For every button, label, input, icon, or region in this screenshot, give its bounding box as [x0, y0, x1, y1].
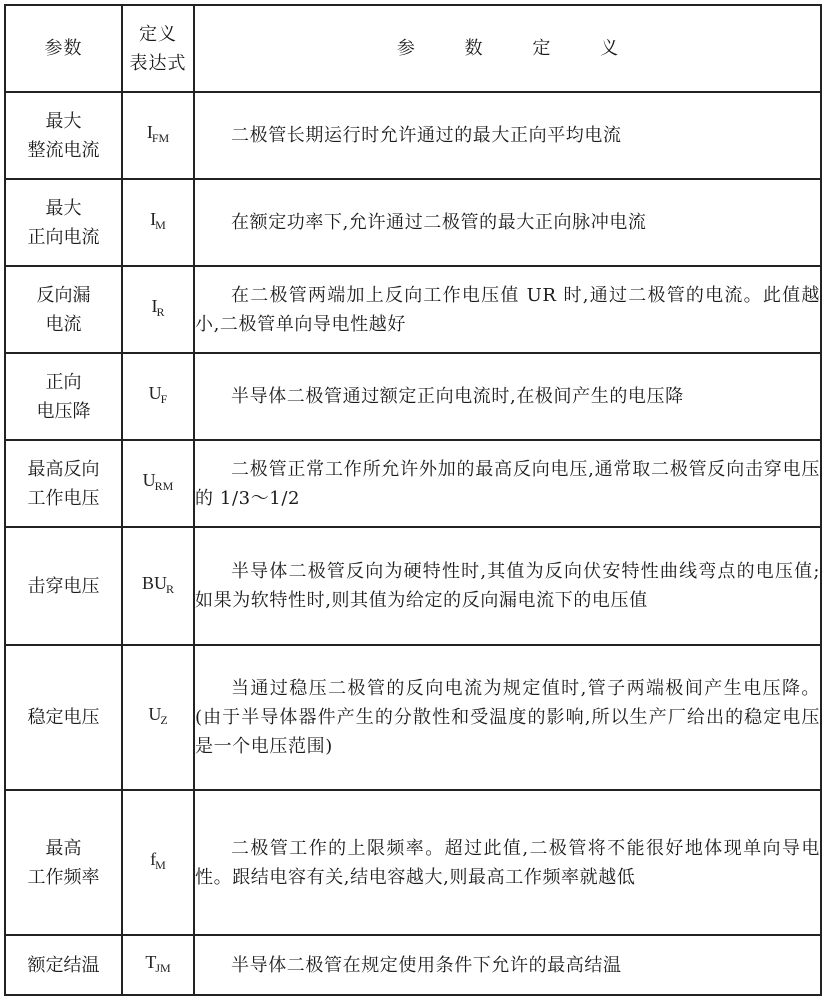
symbol-subscript: R — [166, 581, 175, 596]
symbol-main: f — [150, 849, 157, 869]
symbol-main: U — [148, 704, 162, 724]
param-symbol — [122, 353, 194, 440]
symbol-main: BU — [141, 572, 167, 593]
param-definition: 二极管工作的上限频率。超过此值,二极管将不能很好地体现单向导电性。跟结电容有关,结电容越大,则最高工作频率就越低 — [194, 790, 821, 935]
param-definition: 当通过稳压二极管的反向电流为规定值时,管子两端极间产生电压降。(由于半导体器件产生的分散性和受温度的影响,所以生产厂给出的稳定电压是一个电压范围) — [194, 645, 821, 790]
symbol-subscript: F — [160, 392, 168, 406]
header-param-label: 参数 — [44, 38, 83, 59]
param-definition: 二极管正常工作所允许外加的最高反向电压,通常取二极管反向击穿电压的 1/3～1/2 — [194, 440, 821, 527]
table-row — [5, 645, 821, 790]
symbol-main: I — [151, 296, 158, 316]
symbol-subscript: RM — [154, 479, 174, 493]
header-expression-label: 定义 表达式 — [129, 23, 187, 74]
table-row — [5, 935, 821, 995]
param-name: 最大 正向电流 — [5, 179, 122, 266]
param-name: 最高反向 工作电压 — [5, 440, 122, 527]
table-row — [5, 353, 821, 440]
table-row — [5, 266, 821, 353]
symbol-main: T — [145, 951, 157, 972]
header-param — [5, 5, 122, 92]
table-row — [5, 92, 821, 179]
param-name: 击穿电压 — [5, 527, 122, 645]
param-symbol — [122, 527, 194, 645]
param-symbol — [122, 440, 194, 527]
param-name: 最大 整流电流 — [5, 92, 122, 179]
symbol-subscript: Z — [160, 713, 168, 727]
symbol-subscript: R — [156, 305, 165, 319]
param-symbol — [122, 266, 194, 353]
param-definition: 二极管长期运行时允许通过的最大正向平均电流 — [194, 92, 821, 179]
param-symbol — [122, 179, 194, 266]
diode-parameter-table — [4, 4, 822, 996]
param-definition: 半导体二极管反向为硬特性时,其值为反向伏安特性曲线弯点的电压值;如果为软特性时,则其值为给定的反向漏电流下的电压值 — [194, 527, 821, 645]
param-name: 正向 电压降 — [5, 353, 122, 440]
symbol-subscript: M — [155, 858, 166, 872]
param-name: 反向漏 电流 — [5, 266, 122, 353]
param-name: 最高 工作频率 — [5, 790, 122, 935]
param-name: 稳定电压 — [5, 645, 122, 790]
param-symbol — [122, 935, 194, 995]
param-definition: 在额定功率下,允许通过二极管的最大正向脉冲电流 — [194, 179, 821, 266]
table-row — [5, 179, 821, 266]
header-row — [5, 5, 821, 92]
param-definition: 半导体二极管通过额定正向电流时,在极间产生的电压降 — [194, 353, 821, 440]
header-expression — [122, 5, 194, 92]
table-row — [5, 440, 821, 527]
header-definition-label: 参 数 定 义 — [396, 38, 641, 59]
param-symbol — [122, 645, 194, 790]
header-definition — [194, 5, 821, 92]
table-row — [5, 527, 821, 645]
param-name: 额定结温 — [5, 935, 122, 995]
symbol-main: I — [146, 122, 153, 142]
param-symbol — [122, 92, 194, 179]
symbol-subscript: JM — [155, 960, 171, 975]
table-row — [5, 790, 821, 935]
symbol-main: U — [148, 383, 162, 403]
symbol-main: U — [142, 470, 156, 490]
param-definition: 半导体二极管在规定使用条件下允许的最高结温 — [194, 935, 821, 995]
symbol-subscript: FM — [151, 131, 170, 145]
symbol-main: I — [150, 209, 157, 229]
symbol-subscript: M — [155, 218, 166, 232]
param-definition: 在二极管两端加上反向工作电压值 UR 时,通过二极管的电流。此值越小,二极管单向导电性越好 — [194, 266, 821, 353]
param-symbol — [122, 790, 194, 935]
